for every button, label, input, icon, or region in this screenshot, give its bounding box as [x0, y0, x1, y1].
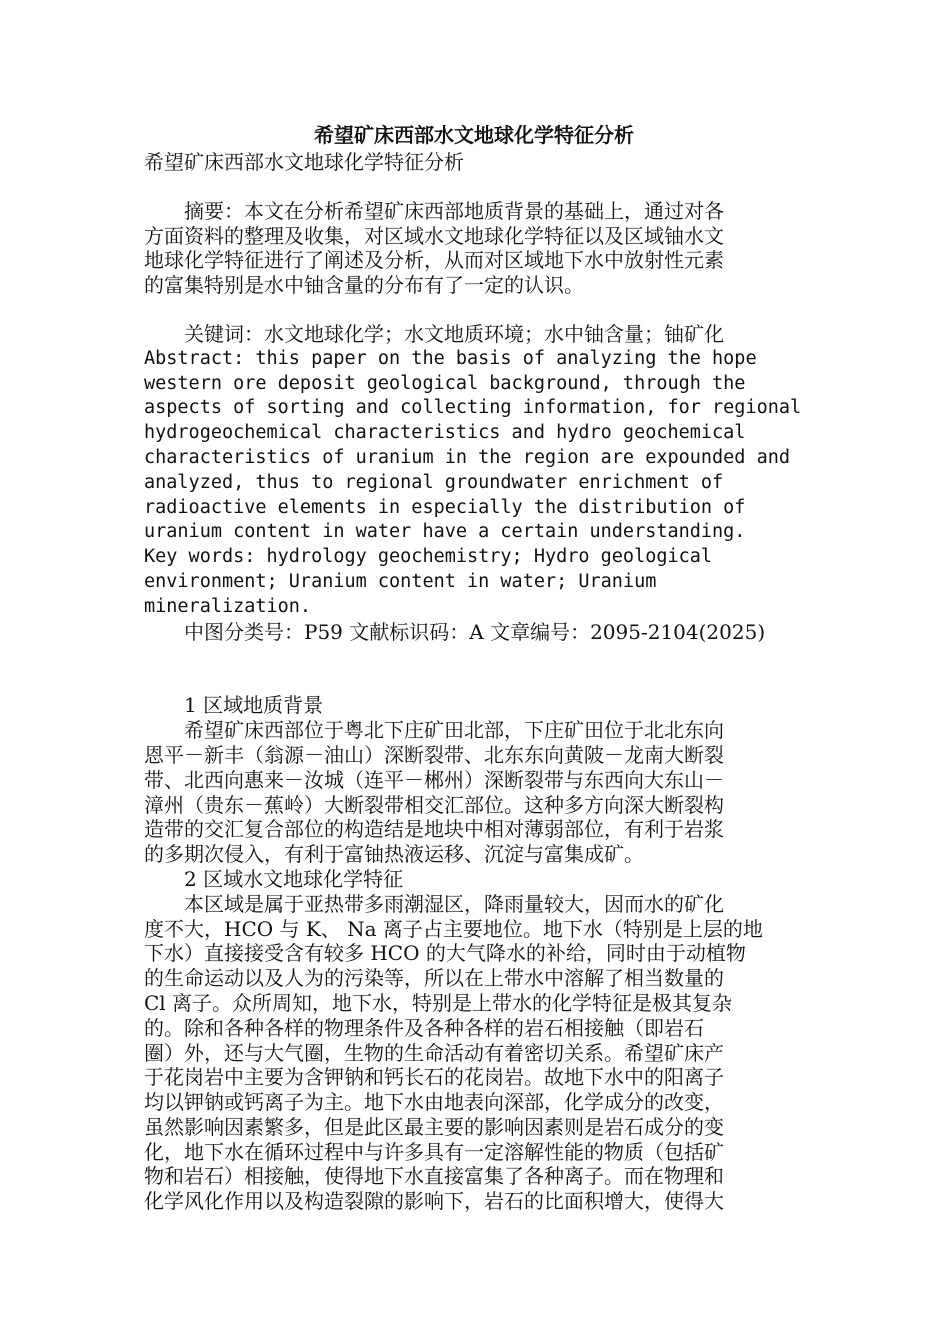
- section-2-heading: 2 区域水文地球化学特征: [144, 866, 404, 891]
- section-1-line: 的多期次侵入，有利于富铀热液运移、沉淀与富集成矿。: [144, 842, 644, 867]
- document-title: 希望矿床西部水文地球化学特征分析: [314, 123, 634, 147]
- section-1-line: 恩平－新丰（翁源－油山）深断裂带、北东东向黄陂－龙南大断裂: [144, 742, 724, 767]
- abstract-en-line: radioactive elements in especially the distribution of: [144, 496, 746, 518]
- keywords-en-line: mineralization.: [144, 595, 312, 617]
- abstract-cn: [144, 199, 804, 298]
- spacer: [144, 298, 804, 322]
- section-1-line: 带、北西向惠来－汝城（连平－郴州）深断裂带与东西向大东山－: [144, 767, 724, 792]
- abstract-en-line: analyzed, thus to regional groundwater enrichment of: [144, 471, 724, 493]
- abstract-en-line: characteristics of uranium in the region are expounded and: [144, 446, 791, 468]
- abstract-en: [144, 347, 804, 545]
- section-2-line: 虽然影响因素繁多，但是此区最主要的影响因素则是岩石成分的变: [144, 1114, 724, 1139]
- keywords-en-line: environment; Uranium content in water; Uranium: [144, 570, 657, 592]
- section-2-line: 化，地下水在循环过程中与许多具有一定溶解性能的物质（包括矿: [144, 1139, 724, 1164]
- spacer: [144, 644, 804, 693]
- spacer: [144, 175, 804, 199]
- section-2-line: 度不大，HCO 与 K、 Na 离子占主要地位。地下水（特别是上层的地: [144, 916, 763, 941]
- abstract-en-line: uranium content in water have a certain understanding.: [144, 521, 746, 543]
- keywords-en: [144, 545, 804, 619]
- keywords-en-line: Key words: hydrology geochemistry; Hydro geological: [144, 546, 713, 568]
- abstract-en-line: western ore deposit geological background, through the: [144, 372, 746, 394]
- abstract-en-line: hydrogeochemical characteristics and hydro geochemical: [144, 422, 746, 444]
- section-2-body: [144, 892, 804, 1214]
- section-1-heading: 1 区域地质背景: [144, 693, 324, 718]
- abstract-cn-line: 地球化学特征进行了阐述及分析，从而对区域地下水中放射性元素: [144, 248, 724, 273]
- section-2-line: 的生命运动以及人为的污染等，所以在上带水中溶解了相当数量的: [144, 966, 724, 991]
- section-1-line: 希望矿床西部位于粤北下庄矿田北部，下庄矿田位于北北东向: [144, 718, 724, 743]
- abstract-en-line: Abstract: this paper on the basis of analyzing the hope: [144, 347, 757, 369]
- abstract-cn-line: 摘要：本文在分析希望矿床西部地质背景的基础上，通过对各: [144, 198, 724, 223]
- section-1-line: 造带的交汇复合部位的构造结是地块中相对薄弱部位，有利于岩浆: [144, 817, 724, 842]
- classification-line: 中图分类号：P59 文献标识码：A 文章编号：2095-2104(2025): [144, 619, 766, 644]
- abstract-en-line: aspects of sorting and collecting information, for regional: [144, 397, 802, 419]
- section-2-line: Cl 离子。众所周知，地下水，特别是上带水的化学特征是极其复杂: [144, 990, 733, 1015]
- abstract-cn-line: 方面资料的整理及收集，对区域水文地球化学特征以及区域铀水文: [144, 223, 724, 248]
- section-2-line: 的。除和各种各样的物理条件及各种各样的岩石相接触（即岩石: [144, 1015, 704, 1040]
- section-1-body: [144, 718, 804, 867]
- document-subtitle: 希望矿床西部水文地球化学特征分析: [144, 150, 464, 174]
- document-page: [144, 120, 804, 1214]
- section-1-line: 漳州（贵东－蕉岭）大断裂带相交汇部位。这种多方向深大断裂构: [144, 792, 724, 817]
- section-2-line: 化学风化作用以及构造裂隙的影响下，岩石的比面积增大，使得大: [144, 1189, 724, 1214]
- abstract-cn-line: 的富集特别是水中铀含量的分布有了一定的认识。: [144, 273, 584, 298]
- section-2-line: 本区域是属于亚热带多雨潮湿区，降雨量较大，因而水的矿化: [144, 891, 724, 916]
- section-2-line: 均以钾钠或钙离子为主。地下水由地表向深部，化学成分的改变，: [144, 1090, 724, 1115]
- section-2-line: 物和岩石）相接触，使得地下水直接富集了各种离子。而在物理和: [144, 1164, 724, 1189]
- section-2-line: 圈）外，还与大气圈，生物的生命活动有着密切关系。希望矿床产: [144, 1040, 724, 1065]
- keywords-cn: 关键词：水文地球化学；水文地质环境；水中铀含量；铀矿化: [144, 321, 724, 346]
- section-2-line: 于花岗岩中主要为含钾钠和钙长石的花岗岩。故地下水中的阳离子: [144, 1065, 724, 1090]
- section-2-line: 下水）直接接受含有较多 HCO 的大气降水的补给，同时由于动植物: [144, 941, 746, 966]
